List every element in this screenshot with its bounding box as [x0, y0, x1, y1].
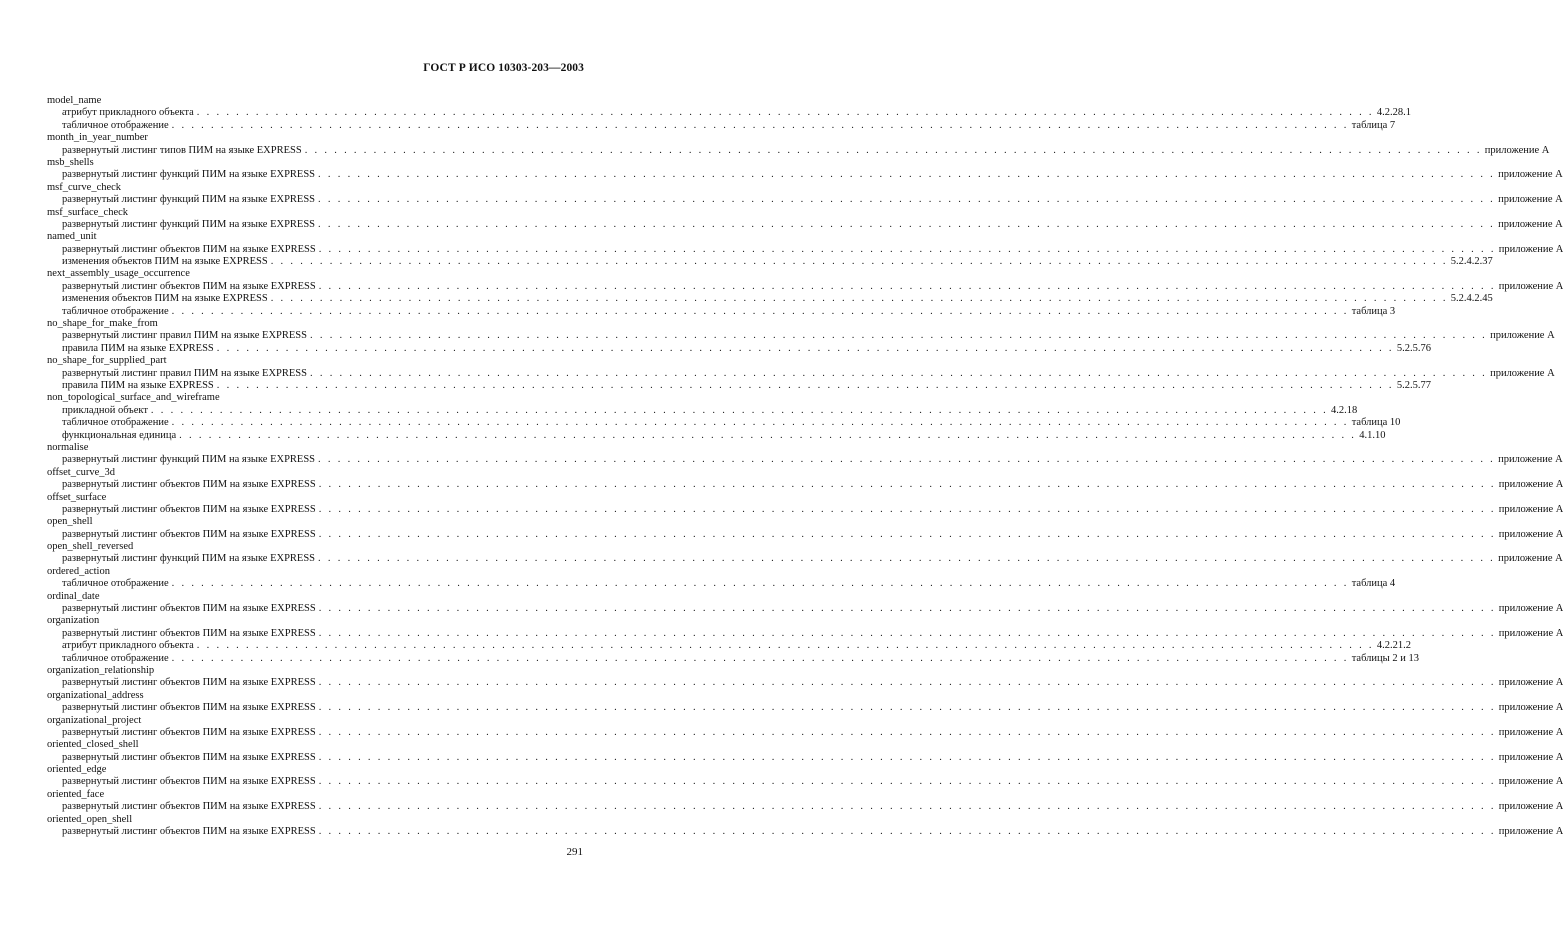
index-entry	[47, 590, 1563, 616]
index-term: named_unit	[47, 231, 97, 243]
dot-leader: . . . . . . . . . . . . . . . . . . . . . . . . . . . . . . . . . . . . . . . . . . . . . . . . . . . . . . . . . . . . . . . . . . . . . . . . . . . . . . . . . . . . . . . . . . . . . . . . . . . . . . . . . . . . . . . . . . . . . . . .	[318, 528, 1496, 540]
subentry-label: изменения объектов ПИМ на языке EXPRESS	[62, 256, 268, 268]
index-subentry	[47, 503, 1563, 516]
subentry-label: табличное отображение	[62, 119, 169, 131]
index-subentry	[47, 553, 1563, 565]
subentry-reference: таблицы 2 и 13	[1351, 652, 1419, 664]
dot-leader: . . . . . . . . . . . . . . . . . . . . . . . . . . . . . . . . . . . . . . . . . . . . . . . . . . . . . . . . . . . . . . . . . . . . . . . . . . . . . . . . . . . . . . . . . . . . . . . . . . . . . . . . . . . . . . . . . . . . . . . .	[318, 218, 1496, 230]
index-subentry	[47, 243, 1563, 256]
index-subentry	[47, 603, 1563, 615]
index-entry	[47, 615, 1563, 665]
subentry-label: развернутый листинг объектов ПИМ на языке EXPRESS	[62, 702, 316, 714]
subentry-label: правила ПИМ на языке EXPRESS	[62, 379, 214, 391]
subentry-label: развернутый листинг функций ПИМ на языке EXPRESS	[62, 194, 316, 206]
index-entry	[47, 516, 1563, 541]
index-term: no_shape_for_supplied_part	[47, 355, 167, 367]
index-entry	[47, 788, 1563, 814]
subentry-label: развернутый листинг объектов ПИМ на языке EXPRESS	[62, 726, 316, 738]
index-term: non_topological_surface_and_wireframe	[47, 392, 220, 404]
subentry-label: развернутый листинг объектов ПИМ на языке EXPRESS	[62, 751, 316, 763]
index-subentry	[47, 330, 1555, 342]
index-entry	[47, 714, 1563, 740]
subentry-label: табличное отображение	[62, 578, 169, 590]
subentry-reference: приложение A	[1498, 528, 1563, 540]
dot-leader: . . . . . . . . . . . . . . . . . . . . . . . . . . . . . . . . . . . . . . . . . . . . . . . . . . . . . . . . . . . . . . . . . . . . . . . . . . . . . . . . . . . . . . . . . . . . . . . . . . . . . . . . . . . . . . . . . . . . . . . .	[318, 169, 1496, 181]
index-subentry	[47, 479, 1563, 491]
dot-leader: . . . . . . . . . . . . . . . . . . . . . . . . . . . . . . . . . . . . . . . . . . . . . . . . . . . . . . . . . . . . . . . . . . . . . . . . . . . . . . . . . . . . . . . . . . . . . . . . . . . . . . . . . . . . . . . . . . . . . . . .	[171, 417, 1349, 429]
subentry-label: табличное отображение	[62, 652, 169, 664]
index-entry	[47, 689, 1563, 715]
index-entry	[47, 318, 1555, 355]
subentry-reference: 4.2.18	[1331, 404, 1358, 416]
subentry-label: развернутый листинг функций ПИМ на языке EXPRESS	[62, 553, 316, 565]
subentry-reference: приложение A	[1498, 503, 1563, 515]
index-subentry	[47, 627, 1563, 640]
index-subentry	[47, 801, 1563, 813]
dot-leader: . . . . . . . . . . . . . . . . . . . . . . . . . . . . . . . . . . . . . . . . . . . . . . . . . . . . . . . . . . . . . . . . . . . . . . . . . . . . . . . . . . . . . . . . . . . . . . . . . . . . . . . . . . . . . . . . . . . . . . . .	[318, 553, 1496, 565]
index-subentry	[47, 417, 1401, 429]
index-term: offset_curve_3d	[47, 466, 116, 478]
dot-leader: . . . . . . . . . . . . . . . . . . . . . . . . . . . . . . . . . . . . . . . . . . . . . . . . . . . . . . . . . . . . . . . . . . . . . . . . . . . . . . . . . . . . . . . . . . . . . . . . . . . . . . . . . . . . . . . . . . . . . . . .	[179, 429, 1357, 441]
subentry-reference: приложение A	[1498, 603, 1563, 615]
subentry-label: прикладной объект	[62, 404, 148, 416]
subentry-label: развернутый листинг типов ПИМ на языке EXPRESS	[62, 144, 302, 156]
subentry-label: развернутый листинг объектов ПИМ на языке EXPRESS	[62, 479, 316, 491]
index-subentry	[47, 429, 1386, 442]
subentry-reference: приложение A	[1498, 479, 1563, 491]
index-entry	[47, 156, 1563, 182]
subentry-label: развернутый листинг объектов ПИМ на языке EXPRESS	[62, 826, 316, 838]
index-term: msf_surface_check	[47, 206, 129, 218]
subentry-reference: приложение A	[1498, 627, 1563, 639]
subentry-label: развернутый листинг функций ПИМ на языке EXPRESS	[62, 218, 316, 230]
index-entry	[47, 813, 1563, 839]
subentry-reference: приложение A	[1490, 330, 1555, 342]
index-term: offset_surface	[47, 491, 107, 503]
subentry-reference: таблица 10	[1351, 417, 1401, 429]
index-subentry	[47, 119, 1396, 132]
subentry-label: развернутый листинг объектов ПИМ на языке EXPRESS	[62, 603, 316, 615]
index-entry	[47, 441, 1563, 467]
dot-leader: . . . . . . . . . . . . . . . . . . . . . . . . . . . . . . . . . . . . . . . . . . . . . . . . . . . . . . . . . . . . . . . . . . . . . . . . . . . . . . . . . . . . . . . . . . . . . . . . . . . . . . . . . . . . . . . . . . . . . . . .	[318, 801, 1496, 813]
index-term: organization_relationship	[47, 664, 155, 676]
subentry-reference: 4.1.10	[1359, 429, 1386, 441]
index-subentry	[47, 454, 1563, 466]
subentry-reference: таблица 4	[1351, 578, 1396, 590]
subentry-reference: приложение A	[1498, 751, 1563, 763]
dot-leader: . . . . . . . . . . . . . . . . . . . . . . . . . . . . . . . . . . . . . . . . . . . . . . . . . . . . . . . . . . . . . . . . . . . . . . . . . . . . . . . . . . . . . . . . . . . . . . . . . . . . . . . . . . . . . . . . . . . . . . . .	[318, 751, 1496, 763]
subentry-label: развернутый листинг объектов ПИМ на языке EXPRESS	[62, 243, 316, 255]
subentry-reference: приложение A	[1498, 243, 1563, 255]
index-term: ordered_action	[47, 565, 110, 577]
index-term: organizational_address	[47, 689, 144, 701]
subentry-reference: приложение A	[1484, 144, 1550, 156]
index-subentry	[47, 578, 1396, 590]
index-subentry	[47, 256, 1493, 268]
index-subentry	[47, 528, 1563, 541]
subentry-label: функциональная единица	[62, 429, 177, 441]
dot-leader: . . . . . . . . . . . . . . . . . . . . . . . . . . . . . . . . . . . . . . . . . . . . . . . . . . . . . . . . . . . . . . . . . . . . . . . . . . . . . . . . . . . . . . . . . . . . . . . . . . . . . . . . . . . . . . . . . . . . . . . .	[171, 652, 1349, 664]
index-term: month_in_year_number	[47, 132, 148, 144]
subentry-reference: приложение A	[1498, 280, 1563, 292]
index-entry	[47, 764, 1563, 789]
index-subentry	[47, 776, 1563, 788]
index-subentry	[47, 640, 1411, 652]
index-subentry	[47, 107, 1411, 119]
subentry-label: развернутый листинг объектов ПИМ на языке EXPRESS	[62, 776, 316, 788]
dot-leader: . . . . . . . . . . . . . . . . . . . . . . . . . . . . . . . . . . . . . . . . . . . . . . . . . . . . . . . . . . . . . . . . . . . . . . . . . . . . . . . . . . . . . . . . . . . . . . . . . . . . . . . . . . . . . . . . . . . . . . . .	[318, 479, 1496, 491]
index-entry	[47, 132, 1550, 157]
subentry-reference: приложение A	[1498, 194, 1563, 206]
dot-leader: . . . . . . . . . . . . . . . . . . . . . . . . . . . . . . . . . . . . . . . . . . . . . . . . . . . . . . . . . . . . . . . . . . . . . . . . . . . . . . . . . . . . . . . . . . . . . . . . . . . . . . . . . . . . . . . . . . . . . . . .	[318, 280, 1496, 292]
subentry-label: развернутый листинг правил ПИМ на языке EXPRESS	[62, 330, 307, 342]
subentry-reference: 5.2.4.2.45	[1450, 293, 1493, 305]
dot-leader: . . . . . . . . . . . . . . . . . . . . . . . . . . . . . . . . . . . . . . . . . . . . . . . . . . . . . . . . . . . . . . . . . . . . . . . . . . . . . . . . . . . . . . . . . . . . . . . . . . . . . . . . . . . . . . . . . . . . . . . .	[318, 627, 1496, 639]
index-subentry	[47, 702, 1563, 714]
subentry-label: развернутый листинг правил ПИМ на языке EXPRESS	[62, 367, 307, 379]
dot-leader: . . . . . . . . . . . . . . . . . . . . . . . . . . . . . . . . . . . . . . . . . . . . . . . . . . . . . . . . . . . . . . . . . . . . . . . . . . . . . . . . . . . . . . . . . . . . . . . . . . . . . . . . . . . . . . . . . . . . . . . .	[318, 454, 1496, 466]
index-subentry	[47, 751, 1563, 764]
index-subentry	[47, 169, 1563, 181]
dot-leader: . . . . . . . . . . . . . . . . . . . . . . . . . . . . . . . . . . . . . . . . . . . . . . . . . . . . . . . . . . . . . . . . . . . . . . . . . . . . . . . . . . . . . . . . . . . . . . . . . . . . . . . . . . . . . . . . . . . . . . . .	[304, 144, 1482, 156]
index-term: next_assembly_usage_occurrence	[47, 268, 190, 280]
index-subentry	[47, 218, 1563, 231]
index-entry	[47, 95, 1411, 132]
subentry-reference: 5.2.5.76	[1396, 342, 1431, 354]
page-header-title: ГОСТ Р ИСО 10303-203—2003	[423, 62, 584, 74]
subentry-label: табличное отображение	[62, 417, 169, 429]
dot-leader: . . . . . . . . . . . . . . . . . . . . . . . . . . . . . . . . . . . . . . . . . . . . . . . . . . . . . . . . . . . . . . . . . . . . . . . . . . . . . . . . . . . . . . . . . . . . . . . . . . . . . . . . . . . . . . . . . . . . . . . .	[318, 776, 1496, 788]
dot-leader: . . . . . . . . . . . . . . . . . . . . . . . . . . . . . . . . . . . . . . . . . . . . . . . . . . . . . . . . . . . . . . . . . . . . . . . . . . . . . . . . . . . . . . . . . . . . . . . . . . . . . . . . . . . . . . . . . . . . . . . .	[318, 603, 1496, 615]
dot-leader: . . . . . . . . . . . . . . . . . . . . . . . . . . . . . . . . . . . . . . . . . . . . . . . . . . . . . . . . . . . . . . . . . . . . . . . . . . . . . . . . . . . . . . . . . . . . . . . . . . . . . . . . . . . . . . . . . . . . . . . .	[318, 826, 1496, 838]
index-subentry	[47, 826, 1563, 838]
page-number: 291	[566, 846, 583, 858]
dot-leader: . . . . . . . . . . . . . . . . . . . . . . . . . . . . . . . . . . . . . . . . . . . . . . . . . . . . . . . . . . . . . . . . . . . . . . . . . . . . . . . . . . . . . . . . . . . . . . . . . . . . . . . . . . . . . . . . . . . . . . . .	[216, 342, 1394, 354]
subentry-reference: таблица 3	[1351, 305, 1396, 317]
index-entry	[47, 181, 1563, 207]
subentry-reference: приложение A	[1498, 677, 1563, 689]
subentry-label: развернутый листинг объектов ПИМ на языке EXPRESS	[62, 280, 316, 292]
index-subentry	[47, 652, 1419, 665]
index-entry	[47, 664, 1563, 690]
index-subentry	[47, 726, 1563, 739]
index-subentry	[47, 342, 1431, 355]
index-term: oriented_closed_shell	[47, 739, 139, 751]
index-entry	[47, 206, 1563, 232]
dot-leader: . . . . . . . . . . . . . . . . . . . . . . . . . . . . . . . . . . . . . . . . . . . . . . . . . . . . . . . . . . . . . . . . . . . . . . . . . . . . . . . . . . . . . . . . . . . . . . . . . . . . . . . . . . . . . . . . . . . . . . . .	[171, 119, 1349, 131]
alphabetical-index	[47, 95, 1563, 838]
index-entry	[47, 541, 1563, 566]
index-term: open_shell	[47, 516, 93, 528]
index-entry	[47, 392, 1401, 442]
subentry-reference: 5.2.5.77	[1396, 379, 1431, 391]
index-subentry	[47, 293, 1493, 305]
subentry-reference: приложение A	[1498, 726, 1563, 738]
subentry-reference: приложение A	[1498, 553, 1563, 565]
index-term: msb_shells	[47, 156, 94, 168]
index-term: ordinal_date	[47, 590, 100, 602]
index-entry	[47, 739, 1563, 764]
subentry-reference: 4.2.21.2	[1376, 640, 1411, 652]
subentry-label: атрибут прикладного объекта	[62, 107, 194, 119]
dot-leader: . . . . . . . . . . . . . . . . . . . . . . . . . . . . . . . . . . . . . . . . . . . . . . . . . . . . . . . . . . . . . . . . . . . . . . . . . . . . . . . . . . . . . . . . . . . . . . . . . . . . . . . . . . . . . . . . . . . . . . . .	[310, 367, 1488, 379]
index-subentry	[47, 280, 1563, 293]
subentry-reference: приложение A	[1498, 702, 1563, 714]
index-subentry	[47, 144, 1550, 157]
dot-leader: . . . . . . . . . . . . . . . . . . . . . . . . . . . . . . . . . . . . . . . . . . . . . . . . . . . . . . . . . . . . . . . . . . . . . . . . . . . . . . . . . . . . . . . . . . . . . . . . . . . . . . . . . . . . . . . . . . . . . . . .	[318, 726, 1496, 738]
subentry-reference: 5.2.4.2.37	[1450, 256, 1493, 268]
subentry-label: развернутый листинг объектов ПИМ на языке EXPRESS	[62, 627, 316, 639]
dot-leader: . . . . . . . . . . . . . . . . . . . . . . . . . . . . . . . . . . . . . . . . . . . . . . . . . . . . . . . . . . . . . . . . . . . . . . . . . . . . . . . . . . . . . . . . . . . . . . . . . . . . . . . . . . . . . . . . . . . . . . . .	[318, 194, 1496, 206]
index-entry	[47, 466, 1563, 492]
index-entry	[47, 491, 1563, 517]
index-term: organizational_project	[47, 714, 142, 726]
index-entry	[47, 355, 1555, 392]
index-term: organization	[47, 615, 100, 627]
index-term: oriented_open_shell	[47, 813, 133, 825]
subentry-label: развернутый листинг объектов ПИМ на языке EXPRESS	[62, 528, 316, 540]
subentry-reference: таблица 7	[1351, 119, 1396, 131]
index-term: normalise	[47, 441, 89, 453]
subentry-reference: приложение A	[1498, 776, 1563, 788]
dot-leader: . . . . . . . . . . . . . . . . . . . . . . . . . . . . . . . . . . . . . . . . . . . . . . . . . . . . . . . . . . . . . . . . . . . . . . . . . . . . . . . . . . . . . . . . . . . . . . . . . . . . . . . . . . . . . . . . . . . . . . . .	[270, 256, 1448, 268]
index-term: open_shell_reversed	[47, 541, 134, 553]
subentry-reference: приложение A	[1498, 169, 1563, 181]
subentry-reference: приложение A	[1498, 218, 1563, 230]
subentry-reference: 4.2.28.1	[1376, 107, 1411, 119]
dot-leader: . . . . . . . . . . . . . . . . . . . . . . . . . . . . . . . . . . . . . . . . . . . . . . . . . . . . . . . . . . . . . . . . . . . . . . . . . . . . . . . . . . . . . . . . . . . . . . . . . . . . . . . . . . . . . . . . . . . . . . . .	[318, 677, 1496, 689]
subentry-reference: приложение A	[1498, 826, 1563, 838]
index-term: model_name	[47, 95, 102, 106]
index-entry	[47, 231, 1563, 268]
index-subentry	[47, 677, 1563, 689]
index-subentry	[47, 194, 1563, 206]
dot-leader: . . . . . . . . . . . . . . . . . . . . . . . . . . . . . . . . . . . . . . . . . . . . . . . . . . . . . . . . . . . . . . . . . . . . . . . . . . . . . . . . . . . . . . . . . . . . . . . . . . . . . . . . . . . . . . . . . . . . . . . .	[150, 404, 1328, 416]
subentry-label: изменения объектов ПИМ на языке EXPRESS	[62, 293, 268, 305]
index-term: no_shape_for_make_from	[47, 318, 158, 330]
subentry-label: развернутый листинг функций ПИМ на языке EXPRESS	[62, 454, 316, 466]
dot-leader: . . . . . . . . . . . . . . . . . . . . . . . . . . . . . . . . . . . . . . . . . . . . . . . . . . . . . . . . . . . . . . . . . . . . . . . . . . . . . . . . . . . . . . . . . . . . . . . . . . . . . . . . . . . . . . . . . . . . . . . .	[196, 107, 1374, 119]
subentry-label: развернутый листинг объектов ПИМ на языке EXPRESS	[62, 677, 316, 689]
index-entry	[47, 268, 1563, 318]
index-entry	[47, 565, 1396, 591]
subentry-label: развернутый листинг объектов ПИМ на языке EXPRESS	[62, 503, 316, 515]
dot-leader: . . . . . . . . . . . . . . . . . . . . . . . . . . . . . . . . . . . . . . . . . . . . . . . . . . . . . . . . . . . . . . . . . . . . . . . . . . . . . . . . . . . . . . . . . . . . . . . . . . . . . . . . . . . . . . . . . . . . . . . .	[171, 305, 1349, 317]
dot-leader: . . . . . . . . . . . . . . . . . . . . . . . . . . . . . . . . . . . . . . . . . . . . . . . . . . . . . . . . . . . . . . . . . . . . . . . . . . . . . . . . . . . . . . . . . . . . . . . . . . . . . . . . . . . . . . . . . . . . . . . .	[196, 640, 1374, 652]
index-subentry	[47, 305, 1396, 318]
dot-leader: . . . . . . . . . . . . . . . . . . . . . . . . . . . . . . . . . . . . . . . . . . . . . . . . . . . . . . . . . . . . . . . . . . . . . . . . . . . . . . . . . . . . . . . . . . . . . . . . . . . . . . . . . . . . . . . . . . . . . . . .	[310, 330, 1488, 342]
dot-leader: . . . . . . . . . . . . . . . . . . . . . . . . . . . . . . . . . . . . . . . . . . . . . . . . . . . . . . . . . . . . . . . . . . . . . . . . . . . . . . . . . . . . . . . . . . . . . . . . . . . . . . . . . . . . . . . . . . . . . . . .	[318, 243, 1496, 255]
dot-leader: . . . . . . . . . . . . . . . . . . . . . . . . . . . . . . . . . . . . . . . . . . . . . . . . . . . . . . . . . . . . . . . . . . . . . . . . . . . . . . . . . . . . . . . . . . . . . . . . . . . . . . . . . . . . . . . . . . . . . . . .	[318, 702, 1496, 714]
subentry-reference: приложение A	[1490, 367, 1555, 379]
index-term: msf_curve_check	[47, 181, 122, 193]
dot-leader: . . . . . . . . . . . . . . . . . . . . . . . . . . . . . . . . . . . . . . . . . . . . . . . . . . . . . . . . . . . . . . . . . . . . . . . . . . . . . . . . . . . . . . . . . . . . . . . . . . . . . . . . . . . . . . . . . . . . . . . .	[318, 503, 1496, 515]
subentry-label: табличное отображение	[62, 305, 169, 317]
index-subentry	[47, 404, 1358, 417]
dot-leader: . . . . . . . . . . . . . . . . . . . . . . . . . . . . . . . . . . . . . . . . . . . . . . . . . . . . . . . . . . . . . . . . . . . . . . . . . . . . . . . . . . . . . . . . . . . . . . . . . . . . . . . . . . . . . . . . . . . . . . . .	[216, 379, 1394, 391]
subentry-label: атрибут прикладного объекта	[62, 640, 194, 652]
index-subentry	[47, 367, 1555, 380]
subentry-label: правила ПИМ на языке EXPRESS	[62, 342, 214, 354]
index-subentry	[47, 379, 1431, 392]
dot-leader: . . . . . . . . . . . . . . . . . . . . . . . . . . . . . . . . . . . . . . . . . . . . . . . . . . . . . . . . . . . . . . . . . . . . . . . . . . . . . . . . . . . . . . . . . . . . . . . . . . . . . . . . . . . . . . . . . . . . . . . .	[270, 293, 1448, 305]
index-term: oriented_face	[47, 788, 105, 800]
subentry-reference: приложение A	[1498, 801, 1563, 813]
subentry-label: развернутый листинг функций ПИМ на языке EXPRESS	[62, 169, 316, 181]
index-term: oriented_edge	[47, 764, 107, 776]
subentry-label: развернутый листинг объектов ПИМ на языке EXPRESS	[62, 801, 316, 813]
subentry-reference: приложение A	[1498, 454, 1563, 466]
dot-leader: . . . . . . . . . . . . . . . . . . . . . . . . . . . . . . . . . . . . . . . . . . . . . . . . . . . . . . . . . . . . . . . . . . . . . . . . . . . . . . . . . . . . . . . . . . . . . . . . . . . . . . . . . . . . . . . . . . . . . . . .	[171, 578, 1349, 590]
